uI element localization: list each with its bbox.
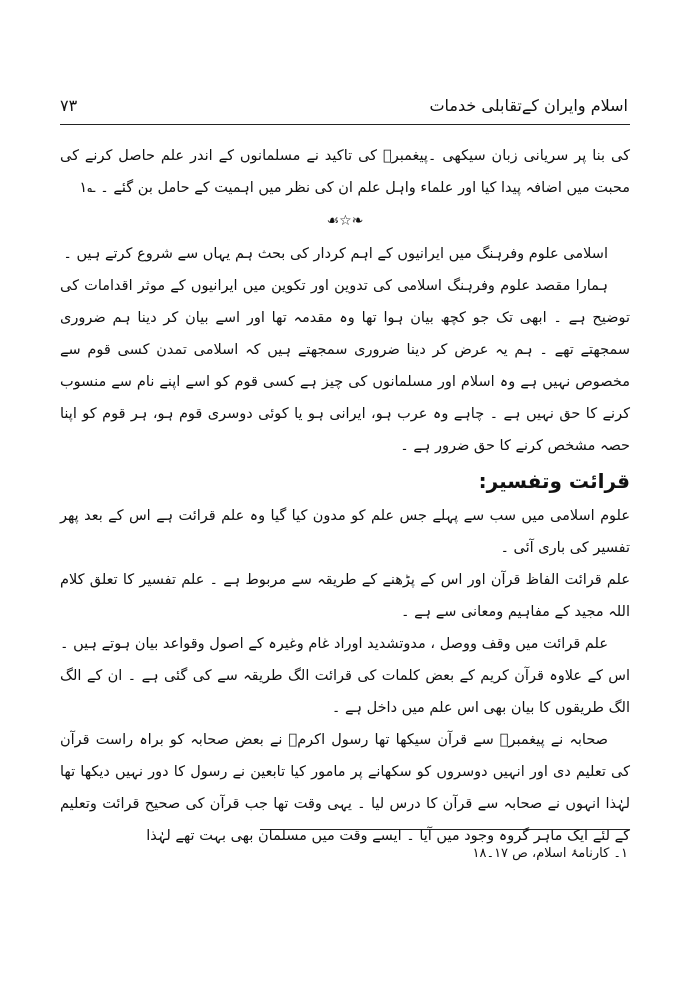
page-header (60, 96, 628, 124)
header-rule (60, 124, 630, 125)
page-number: ۷۳ (60, 96, 78, 115)
footnote-rule (260, 829, 630, 830)
page-body (60, 140, 630, 852)
footnote: ۱۔ کارنامۂ اسلام، ص ۱۷۔۱۸ (472, 846, 628, 861)
section-paragraph: علم قرائت میں وقف ووصل ، مدوتشدید اوراد غام وغیرہ کے اصول وقواعد بیان ہوتے ہیں ۔ اس کے علاوہ قرآن کریم کے بعض کلمات کی قرائت الگ طریقہ سے کی گئی ہے ۔ ان کے الگ الگ طریقوں کا بیان بھی اس علم میں داخل ہے ۔ (60, 636, 630, 716)
section-paragraph: صحابہ نے پیغمبرؐ سے قرآن سیکھا تھا رسول اکرمؐ نے بعض صحابہ کو براہ راست قرآن کی تعلیم دی اور انہیں دوسروں کو سکھانے پر مامور کیا تابعین نے رسول کا دور نہیں دیکھا تھا لہٰذا انہوں نے صحابہ سے قرآن کا درس لیا ۔ یہی وقت تھا جب قرآن کی صحیح قرائت وتعلیم کے لئے ایک ماہر گروہ وجود میں آیا ۔ ایسے وقت میں مسلمان بھی بہت تھے لہٰذا (60, 732, 630, 844)
section-heading: قرائت وتفسیر: (478, 469, 630, 493)
intro-paragraph: کی بنا پر سریانی زبان سیکھی ۔پیغمبرؑ کی تاکید نے مسلمانوں کے اندر علم حاصل کرنے کی محبت میں اضافہ پیدا کیا اور علماء واہل علم ان کی نظر میں اہمیت کے حامل بن گئے ۔ ؎۱ (60, 148, 630, 196)
running-title: اسلام وایران کےتقابلی خدمات (429, 96, 628, 115)
section-paragraph: علوم اسلامی میں سب سے پہلے جس علم کو مدون کیا گیا وہ علم قرائت ہے اس کے بعد پھر تفسیر کی باری آئی ۔ (60, 508, 630, 556)
section-ornament: ☙☆❧ (326, 213, 364, 229)
section-paragraph: علم قرائت الفاظ قرآن اور اس کے پڑھنے کے طریقہ سے مربوط ہے ۔ علم تفسیر کا تعلق کلام اللہ مجید کے مفاہیم ومعانی سے ہے ۔ (60, 572, 630, 620)
body-paragraph: اسلامی علوم وفرہنگ میں ایرانیوں کے اہم کردار کی بحث ہم یہاں سے شروع کرتے ہیں ۔ (63, 246, 608, 262)
body-paragraph: ہمارا مقصد علوم وفرہنگ اسلامی کی تدوین اور تکوین میں ایرانیوں کے موثر اقدامات کی توضیح ہے ۔ ابھی تک جو کچھ بیان ہوا تھا وہ مقدمہ تھا اور اسے بیان کر دینا ہم ضروری سمجھتے تھے ۔ ہم یہ عرض کر دینا ضروری سمجھتے ہیں کہ اسلامی تمدن کسی قوم سے مخصوص نہیں ہے وہ اسلام اور مسلمانوں کی چیز ہے کسی قوم کو اسے اپنے نام سے منسوب کرنے کا حق نہیں ہے ۔ چاہے وہ عرب ہو، ایرانی ہو یا کوئی دوسری قوم ہو، ہر قوم کو اپنا حصہ مشخص کرنے کا حق ضرور ہے ۔ (60, 278, 630, 454)
